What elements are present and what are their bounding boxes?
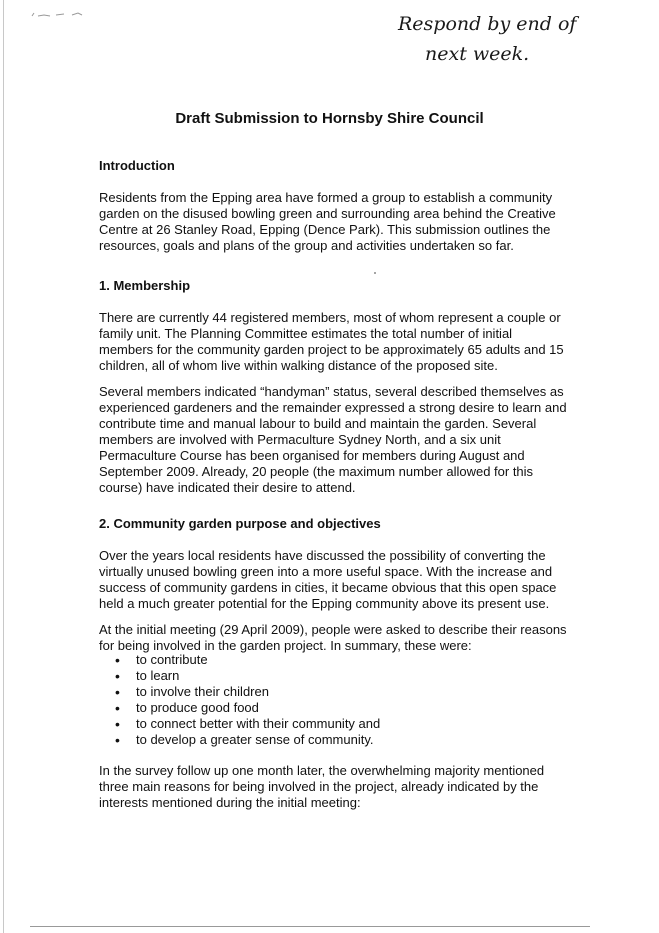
scan-corner-mark (30, 8, 86, 20)
purpose-paragraph-3: In the survey follow up one month later, the overwhelming majority mentioned three main reasons for being involved in the project, already indicated by the interests mentioned during the initial meeting: (99, 763, 545, 810)
scan-edge (30, 926, 590, 927)
annotation-line-1: Respond by end of (398, 13, 577, 35)
list-item: • to produce good food (99, 700, 380, 716)
introduction-heading: Introduction (99, 158, 175, 173)
membership-paragraph-1: There are currently 44 registered members, most of whom represent a couple or family unit. The Planning Committee estimates the total number of initial members for the community garden project to be approximately 65 adults and 15 children, all of whom live within walking distance of the proposed site. (99, 310, 564, 373)
membership-heading: 1. Membership (99, 278, 191, 293)
scan-speck (374, 272, 376, 274)
handwritten-annotation (380, 0, 600, 80)
list-item: • to involve their children (99, 684, 380, 700)
page-title: Draft Submission to Hornsby Shire Council (175, 110, 484, 127)
purpose-heading: 2. Community garden purpose and objectives (99, 516, 381, 531)
list-item: • to learn (99, 668, 380, 684)
membership-paragraph-2: Several members indicated “handyman” status, several described themselves as experienced gardeners and the remainder expressed a strong desire to learn and contribute time and manual labour to build and maintain the garden. Several members are involved with Permaculture Sydney North, and a six unit Permaculture Course has been organised for members during August and September 2009. Already, 20 people (the maximum number allowed for this course) have indicated their desire to attend. (99, 384, 567, 495)
list-item: • to develop a greater sense of community. (99, 732, 380, 748)
purpose-paragraph-2: At the initial meeting (29 April 2009), people were asked to describe their reasons for being involved in the garden project. In summary, these were: (99, 622, 567, 653)
purpose-paragraph-1: Over the years local residents have discussed the possibility of converting the virtually unused bowling green into a more useful space. With the increase and success of community gardens in cities, it became obvious that this open space held a much greater potential for the Epping community above its present use. (99, 548, 557, 611)
list-item: • to contribute (99, 652, 380, 668)
scan-edge (3, 0, 4, 933)
annotation-line-2: next week. (425, 43, 530, 65)
reasons-list (99, 652, 380, 748)
list-item: • to connect better with their community and (99, 716, 380, 732)
introduction-paragraph: Residents from the Epping area have formed a group to establish a community garden on the disused bowling green and surrounding area behind the Creative Centre at 26 Stanley Road, Epping (Dence Park). This submission outlines the resources, goals and plans of the group and activities undertaken so far. (99, 190, 556, 253)
